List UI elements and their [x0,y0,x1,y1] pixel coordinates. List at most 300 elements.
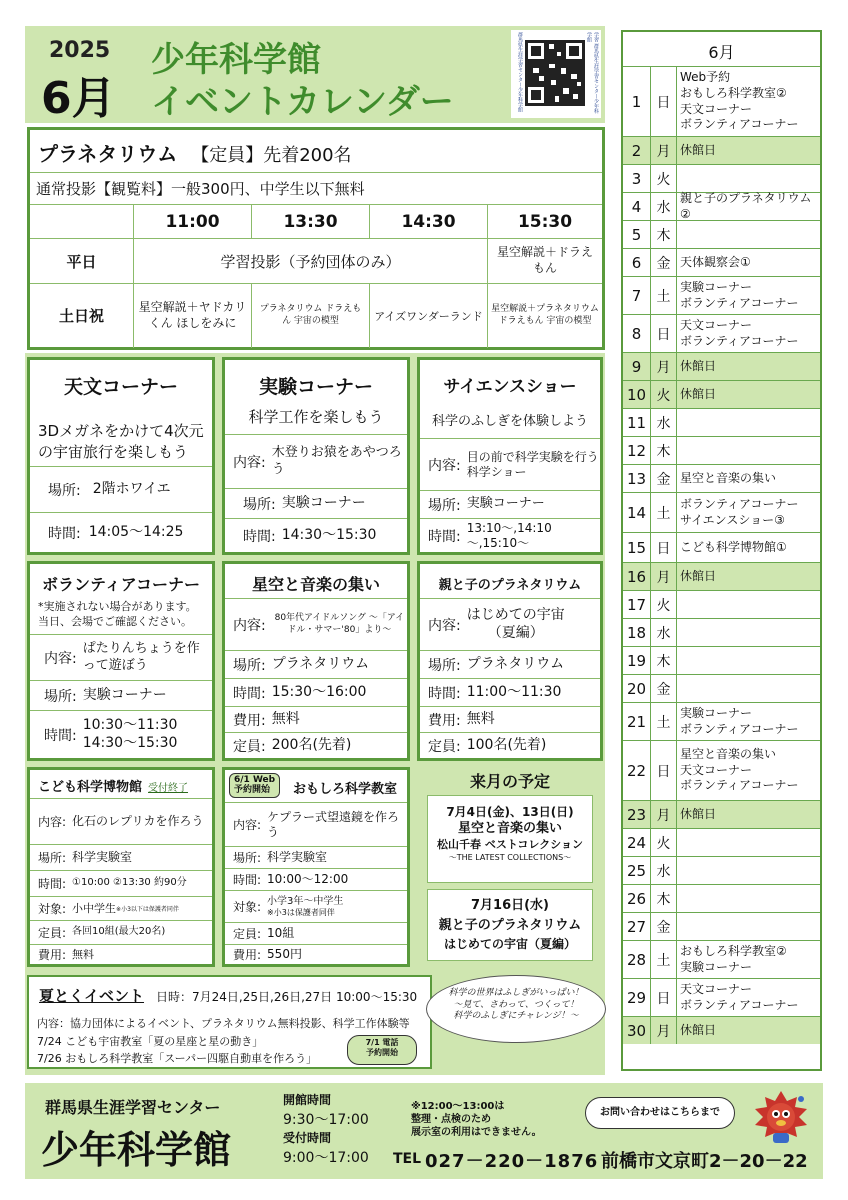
omoshiro-target-label: 対象: [233,900,262,914]
next-month-e2-date: 7月16日(水) [470,898,550,913]
calendar-weekday: 水 [651,193,677,220]
calendar-weekday: 金 [651,675,677,702]
calendar-day-number: 4 [623,193,651,220]
oyako-fee: 無料 [466,710,495,727]
calendar-events [677,190,820,221]
calendar-day-row [623,436,820,464]
calendar-day-row [623,164,820,192]
oyako-time: 11:00～11:30 [466,683,562,700]
footer-tel-label: TEL [393,1151,422,1167]
calendar-weekday: 金 [651,913,677,940]
calendar-events [677,1017,820,1044]
calendar-day-row [623,978,820,1016]
calendar-day-number: 1 [623,67,651,136]
omoshiro-badge-line1: 6/1 Web [234,775,276,785]
calendar-day-row [623,590,820,618]
science-show-time-label: 時間: [428,528,461,545]
planetarium-weekday-last: 星空解説＋ドラえもん [496,245,593,275]
calendar-day-row [623,828,820,856]
calendar-events [677,563,820,590]
calendar-event: ボランティアコーナー [680,295,799,310]
hoshizora-fee-label: 費用: [233,712,266,729]
tenmon-desc: 3Dメガネをかけて4次元の宇宙旅行を楽しもう [38,422,204,461]
calendar-day-row [623,532,820,562]
science-show-section [417,357,603,555]
calendar-day-number: 19 [623,647,651,674]
calendar-day-row [623,562,820,590]
volunteer-section [27,561,215,761]
calendar-weekday: 日 [651,67,677,136]
calendar-weekday: 木 [651,885,677,912]
qr-caption-left: 群馬県生涯学習センター少年科学館 [517,32,523,112]
science-show-desc: 科学のふしぎを体験しよう [431,414,588,429]
calendar-weekday: 日 [651,315,677,352]
summer-bubble-3: 科学のふしぎにチャレンジ！～ [453,1011,579,1022]
omoshiro-fee: 550円 [267,947,302,961]
calendar-day-row [623,940,820,978]
calendar-events [677,315,820,352]
oyako-place-label: 場所: [428,657,461,674]
calendar-event: 実験コーナー [680,279,753,294]
omoshiro-cap-label: 定員: [233,927,262,941]
science-show-content: 目の前で科学実験を行う科学ショー [466,449,599,479]
footer [25,1083,823,1179]
calendar-events [677,249,820,276]
omoshiro-time: 10:00～12:00 [267,872,349,886]
footer-open-label: 開館時間 [283,1093,332,1107]
calendar-day-row [623,192,820,220]
kodomo-cap: 各回10組(最大20名) [72,926,166,938]
calendar-day-row [623,408,820,436]
calendar-day-number: 7 [623,277,651,314]
calendar-day-number: 30 [623,1017,651,1044]
calendar-weekday: 火 [651,381,677,408]
calendar-title: 6月 [708,43,735,62]
jikken-desc: 科学工作を楽しもう [248,408,384,426]
jikken-content: 木登りお猿をあやつろう [271,445,402,477]
qr-code[interactable] [511,30,601,118]
calendar-day-row [623,248,820,276]
calendar-event: 休館日 [680,386,717,401]
planetarium-time-1: 11:00 [134,205,252,239]
omoshiro-place: 科学実験室 [267,850,328,864]
calendar-event: 休館日 [680,568,717,583]
calendar-event: ボランティアコーナー [680,333,799,348]
omoshiro-cap: 10組 [267,926,295,940]
calendar-event: 星空と音楽の集い [680,747,777,762]
volunteer-content-label: 内容: [44,650,77,667]
calendar-day-number: 16 [623,563,651,590]
calendar-events [677,941,820,978]
hoshizora-place: プラネタリウム [271,655,370,672]
tenmon-time-label: 時間: [48,525,81,542]
planetarium-weekend-2: プラネタリウム ドラえもん 宇宙の模型 [252,284,370,348]
tenmon-place-label: 場所: [48,482,81,499]
calendar-weekday: 木 [651,221,677,248]
calendar-events [677,979,820,1016]
next-month-e1-sub2: ～THE LATEST COLLECTIONS～ [448,852,572,862]
calendar-event: 天文コーナー [680,981,753,996]
planetarium-weekend-label: 土日祝 [30,284,134,348]
hoshizora-time-label: 時間: [233,685,266,702]
calendar-weekday: 金 [651,465,677,492]
science-show-time: 13:10～,14:10～,15:10～ [466,520,552,550]
oyako-cap: 100名(先着) [466,736,547,753]
calendar-day-row [623,1016,820,1044]
calendar-events [677,591,820,618]
kodomo-title: こども科学博物館 [38,780,143,795]
calendar-events [677,165,820,192]
calendar-event: 休館日 [680,1022,717,1037]
calendar-event: 休館日 [680,358,717,373]
calendar-events [677,381,820,408]
volunteer-place: 実験コーナー [82,686,167,703]
calendar-day-number: 29 [623,979,651,1016]
science-show-place-label: 場所: [428,497,461,514]
calendar-day-row [623,380,820,408]
summer-dates: 日時：7月24日,25日,26日,27日 10:00～15:30 [156,990,418,1004]
calendar [621,30,822,1071]
footer-tel: 027－220－1876 [425,1151,599,1172]
calendar-events [677,67,820,136]
hoshizora-time: 15:30～16:00 [271,683,367,700]
footer-open: 9:30～17:00 [283,1112,369,1128]
planetarium-fee: 通常投影【観覧料】一般300円、中学生以下無料 [36,180,365,198]
volunteer-time-label: 時間: [44,727,77,744]
jikken-title: 実験コーナー [258,376,373,398]
calendar-day-number: 21 [623,703,651,740]
calendar-weekday: 土 [651,277,677,314]
tenmon-time: 14:05～14:25 [88,523,184,540]
summer-bubble [426,975,606,1043]
omoshiro-target-note: ※小3は保護者同伴 [267,907,335,917]
footer-note-3: 展示室の利用はできません。 [411,1127,542,1138]
omoshiro-fee-label: 費用: [233,948,262,962]
calendar-day-number: 20 [623,675,651,702]
calendar-day-number: 22 [623,741,651,800]
omoshiro-target: 小学3年～中学生 [267,895,344,907]
qr-caption-right: 学習 群馬県生涯学習センター少年科学館 [586,32,599,114]
calendar-event: 星空と音楽の集い [680,470,777,485]
calendar-day-row [623,702,820,740]
calendar-weekday: 水 [651,619,677,646]
calendar-day-row [623,646,820,674]
calendar-day-number: 9 [623,353,651,380]
calendar-events [677,277,820,314]
omoshiro-title: おもしろ科学教室 [293,782,398,797]
calendar-events [677,913,820,940]
kodomo-cap-label: 定員: [38,926,67,940]
calendar-weekday: 月 [651,563,677,590]
mascot-icon [751,1089,811,1149]
calendar-weekday: 月 [651,353,677,380]
calendar-events [677,353,820,380]
calendar-events [677,493,820,532]
calendar-day-row [623,492,820,532]
next-month-title: 来月の予定 [469,772,550,791]
calendar-weekday: 土 [651,941,677,978]
planetarium-section [27,127,605,350]
next-month-e1-sub: 松山千春 ベストコレクション [437,837,583,851]
calendar-day-number: 2 [623,137,651,164]
footer-accept: 9:00～17:00 [283,1150,369,1166]
header-title-line2: イベントカレンダー [151,82,454,122]
planetarium-weekend-1: 星空解説＋ヤドカリくん ほしをみに [134,284,252,348]
oyako-section [417,561,603,761]
kodomo-fee-label: 費用: [38,948,67,962]
calendar-events [677,647,820,674]
planetarium-weekday-label: 平日 [30,239,134,284]
calendar-weekday: 火 [651,591,677,618]
calendar-day-row [623,674,820,702]
omoshiro-place-label: 場所: [233,851,262,865]
summer-line2: 7/26 おもしろ科学教室「スーパー四駆自動車を作ろう」 [37,1052,318,1065]
science-show-title: サイエンスショー [443,377,577,397]
calendar-events [677,675,820,702]
calendar-day-number: 14 [623,493,651,532]
next-month-section [417,767,603,967]
calendar-day-row [623,314,820,352]
calendar-event: 実験コーナー [680,705,753,720]
calendar-day-number: 26 [623,885,651,912]
omoshiro-badge [229,773,280,798]
calendar-event: ボランティアコーナー [680,778,799,793]
summer-title: 夏とくイベント [39,987,145,1005]
footer-address: 前橋市文京町2－20－22 [601,1151,808,1172]
oyako-time-label: 時間: [428,685,461,702]
kodomo-place-label: 場所: [38,851,67,865]
calendar-event: おもしろ科学教室② [680,943,787,958]
calendar-day-number: 10 [623,381,651,408]
kodomo-place: 科学実験室 [72,850,133,864]
tenmon-place: 2階ホワイエ [92,480,171,497]
calendar-event: ボランティアコーナー [680,997,799,1012]
calendar-weekday: 月 [651,137,677,164]
calendar-weekday: 木 [651,437,677,464]
hoshizora-place-label: 場所: [233,657,266,674]
calendar-event: 休館日 [680,806,717,821]
calendar-event: 天体観察会① [680,254,751,269]
hoshizora-content: 80年代アイドルソング ～「アイドル・サマー'80」より～ [274,613,405,635]
calendar-day-row [623,740,820,800]
next-month-e2-sub: はじめての宇宙（夏編） [443,937,576,951]
footer-accept-label: 受付時間 [283,1131,332,1145]
calendar-day-row [623,856,820,884]
calendar-event: ボランティアコーナー [680,721,799,736]
jikken-place-label: 場所: [243,496,276,513]
calendar-day-number: 5 [623,221,651,248]
planetarium-weekend-4: 星空解説＋プラネタリウム ドラえもん 宇宙の模型 [491,303,599,326]
oyako-fee-label: 費用: [428,712,461,729]
calendar-events [677,137,820,164]
summer-badge-2: 予約開始 [366,1047,398,1057]
hoshizora-fee: 無料 [271,710,300,727]
kodomo-time-label: 時間: [38,877,67,891]
planetarium-time-4: 15:30 [517,211,573,232]
header-title-line1: 少年科学館 [151,40,321,80]
science-show-content-label: 内容: [428,457,461,474]
summer-badge-1: 7/1 電話 [365,1038,399,1047]
omoshiro-content-label: 内容: [233,818,262,832]
calendar-day-number: 13 [623,465,651,492]
calendar-day-row [623,136,820,164]
calendar-weekday: 日 [651,979,677,1016]
volunteer-note: *実施されない場合があります。当日、会場でご確認ください。 [38,600,197,628]
oyako-cap-label: 定員: [428,738,461,755]
summer-line1: 7/24 こども宇宙教室「夏の星座と星の動き」 [37,1035,264,1048]
tenmon-title: 天文コーナー [63,376,178,398]
calendar-events [677,741,820,800]
hoshizora-cap: 200名(先着) [271,736,352,753]
volunteer-place-label: 場所: [44,688,77,705]
calendar-weekday: 木 [651,647,677,674]
planetarium-time-2: 13:30 [252,205,370,239]
calendar-day-number: 17 [623,591,651,618]
planetarium-time-3: 14:30 [370,205,488,239]
hoshizora-title: 星空と音楽の集い [251,575,380,594]
calendar-day-row [623,66,820,136]
calendar-events [677,801,820,828]
volunteer-content: ぱたりんちょうを作って遊ぼう [82,641,200,673]
calendar-weekday: 水 [651,409,677,436]
calendar-weekday: 日 [651,741,677,800]
next-month-event-1 [427,795,593,883]
calendar-day-row [623,464,820,492]
calendar-weekday: 土 [651,493,677,532]
science-show-place: 実験コーナー [466,496,545,512]
calendar-event: ボランティアコーナー [680,496,799,511]
planetarium-title: プラネタリウム [38,142,178,166]
calendar-day-number: 28 [623,941,651,978]
calendar-day-row [623,276,820,314]
calendar-event: 天文コーナー [680,317,753,332]
calendar-day-row [623,912,820,940]
calendar-weekday: 日 [651,533,677,562]
calendar-day-number: 11 [623,409,651,436]
omoshiro-time-label: 時間: [233,873,262,887]
calendar-day-number: 12 [623,437,651,464]
calendar-day-number: 15 [623,533,651,562]
calendar-day-row [623,352,820,380]
calendar-day-row [623,884,820,912]
omoshiro-badge-line2: 予約開始 [234,785,271,796]
kodomo-content: 化石のレプリカを作ろう [72,814,204,828]
kodomo-section [27,767,215,967]
oyako-title: 親と子のプラネタリウム [438,578,582,593]
calendar-events [677,885,820,912]
tenmon-section [27,357,215,555]
calendar-weekday: 水 [651,857,677,884]
header-banner [25,26,605,123]
kodomo-badge: 受付終了 [148,783,189,794]
header-month: 6月 [41,73,116,124]
hoshizora-cap-label: 定員: [233,738,266,755]
kodomo-time: ①10:00 ②13:30 約90分 [72,877,187,889]
footer-note-2: 整理・点検のため [411,1114,491,1125]
kodomo-fee: 無料 [72,947,95,961]
calendar-day-number: 6 [623,249,651,276]
header-year: 2025 [49,38,111,63]
calendar-event: Web予約 [680,70,731,85]
calendar-event: ボランティアコーナー [680,117,799,132]
footer-name: 少年科学館 [41,1128,232,1172]
planetarium-weekend-3: アイズワンダーランド [370,284,488,348]
summer-badge [347,1035,417,1065]
footer-contact: お問い合わせはこちらまで [585,1097,735,1129]
calendar-events [677,829,820,856]
calendar-event: 親と子のプラネタリウム② [680,190,812,221]
calendar-weekday: 月 [651,1017,677,1044]
calendar-events [677,409,820,436]
calendar-day-number: 23 [623,801,651,828]
omoshiro-section [222,767,410,967]
oyako-content: はじめての宇宙（夏編） [466,607,565,641]
summer-bubble-1: 科学の世界はふしぎがいっぱい！ [448,988,584,998]
jikken-time: 14:30～15:30 [281,526,377,543]
calendar-day-number: 24 [623,829,651,856]
calendar-events [677,437,820,464]
summer-bubble-2: ～見て、さわって、つくって！ [453,999,579,1010]
calendar-events [677,619,820,646]
calendar-day-row [623,220,820,248]
calendar-day-row [623,618,820,646]
calendar-events [677,221,820,248]
footer-note-1: ※12:00～13:00は [411,1101,505,1112]
calendar-event: こども科学博物館① [680,539,787,554]
footer-org: 群馬県生涯学習センター [45,1098,221,1117]
oyako-content-label: 内容: [428,617,461,634]
next-month-e1-date: 7月4日(金)、13日(日) [446,805,574,819]
hoshizora-section [222,561,410,761]
omoshiro-content: ケプラー式望遠鏡を作ろう [267,809,400,839]
volunteer-title: ボランティアコーナー [42,575,200,594]
jikken-section [222,357,410,555]
calendar-event: 実験コーナー [680,959,753,974]
calendar-weekday: 火 [651,829,677,856]
planetarium-weekday-main: 学習投影（予約団体のみ） [134,239,488,284]
calendar-events [677,703,820,740]
calendar-event: 天文コーナー [680,762,753,777]
calendar-weekday: 土 [651,703,677,740]
calendar-event: サイエンスショー③ [680,512,785,527]
calendar-day-number: 8 [623,315,651,352]
calendar-day-number: 3 [623,165,651,192]
calendar-event: 天文コーナー [680,101,753,116]
calendar-weekday: 金 [651,249,677,276]
calendar-day-row [623,800,820,828]
jikken-time-label: 時間: [243,528,276,545]
kodomo-target-label: 対象: [38,902,67,916]
next-month-e1-title: 星空と音楽の集い [457,821,562,837]
volunteer-time-1: 10:30～11:30 [82,717,178,733]
volunteer-time-2: 14:30～15:30 [82,734,178,751]
summer-section [27,975,432,1069]
calendar-weekday: 火 [651,165,677,192]
calendar-day-number: 27 [623,913,651,940]
calendar-weekday: 月 [651,801,677,828]
calendar-event: おもしろ科学教室② [680,85,787,100]
jikken-content-label: 内容: [233,454,266,471]
jikken-place: 実験コーナー [281,494,366,511]
planetarium-capacity: 【定員】先着200名 [191,145,352,166]
next-month-event-2 [427,889,593,961]
calendar-events [677,465,820,492]
oyako-place: プラネタリウム [466,655,565,672]
next-month-e2-title: 親と子のプラネタリウム [438,917,582,933]
summer-content: 内容：協力団体によるイベント、プラネタリウム無料投影、科学工作体験等 [37,1017,410,1030]
calendar-events [677,857,820,884]
calendar-day-number: 18 [623,619,651,646]
